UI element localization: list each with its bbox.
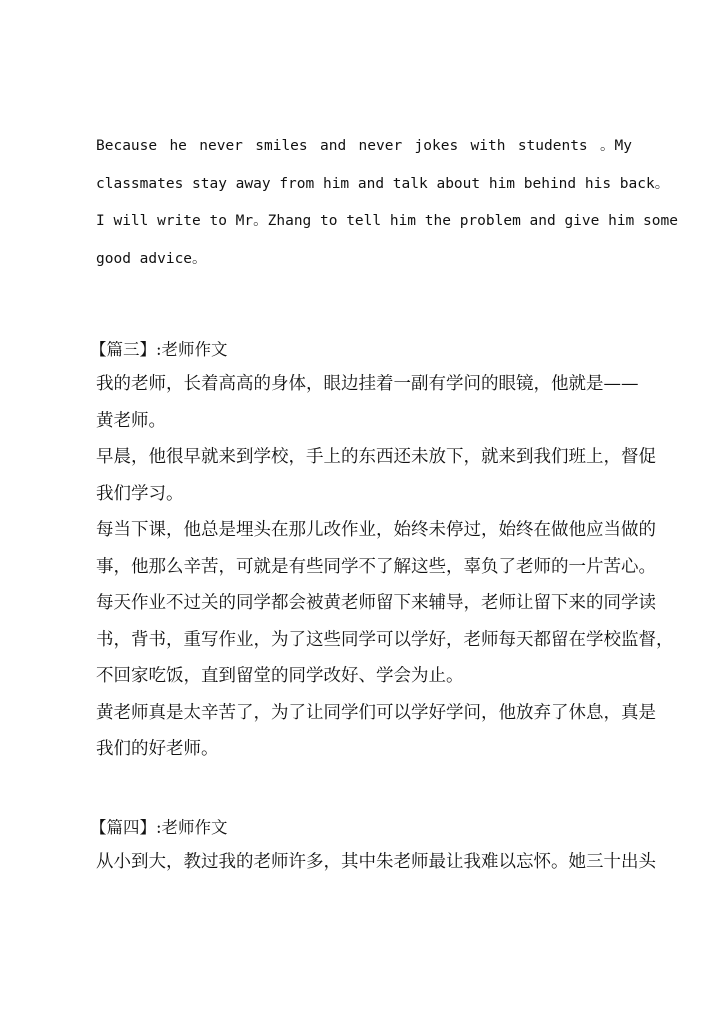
document-page [90,128,678,880]
word: students [517,138,588,154]
word: never [358,138,403,154]
section-3-line: 事，他那么辛苦，可就是有些同学不了解这些，辜负了老师的一片苦心。 [96,556,656,577]
section-3-line: 黄老师真是太辛苦了，为了让同学们可以学好学问，他放弃了休息，真是 [96,702,656,723]
word: with [470,138,506,154]
section-3-line: 黄老师。 [96,410,166,431]
section-4-line: 从小到大，教过我的老师许多，其中朱老师最让我难以忘怀。她三十出头 [96,851,656,872]
section-3-line: 书，背书，重写作业，为了这些同学可以学好，老师每天都留在学校监督， [96,629,674,650]
english-line-1 [96,128,632,166]
english-line-3: I will write to Mr。Zhang to tell him the problem and give him some [96,213,678,229]
english-line-4: good advice。 [96,250,207,267]
section-3-line: 早晨，他很早就来到学校，手上的东西还未放下，就来到我们班上，督促 [96,447,656,467]
section-3-line: 我们的好老师。 [96,739,219,759]
section-3-heading: 【篇三】:老师作文 [90,340,228,359]
section-3-line: 每当下课，他总是埋头在那儿改作业，始终未停过，始终在做他应当做的 [96,520,656,540]
word: jokes [414,138,459,154]
section-3-line: 我们学习。 [96,483,184,504]
word: 。My [600,138,632,154]
section-4-heading: 【篇四】:老师作文 [90,817,228,837]
word: he [169,138,187,154]
section-3-line: 不回家吃饭，直到留堂的同学改好、学会为止。 [96,666,464,686]
word: smiles [255,138,308,154]
word: never [199,138,243,154]
word: Because [96,138,158,154]
section-3-line: 每天作业不过关的同学都会被黄老师留下来辅导，老师让留下来的同学读 [96,593,656,613]
section-3-line: 我的老师，长着高高的身体，眼边挂着一副有学问的眼镜，他就是—— [96,374,639,394]
english-line-2: classmates stay away from him and talk about him behind his back。 [96,175,670,192]
word: and [320,138,347,154]
